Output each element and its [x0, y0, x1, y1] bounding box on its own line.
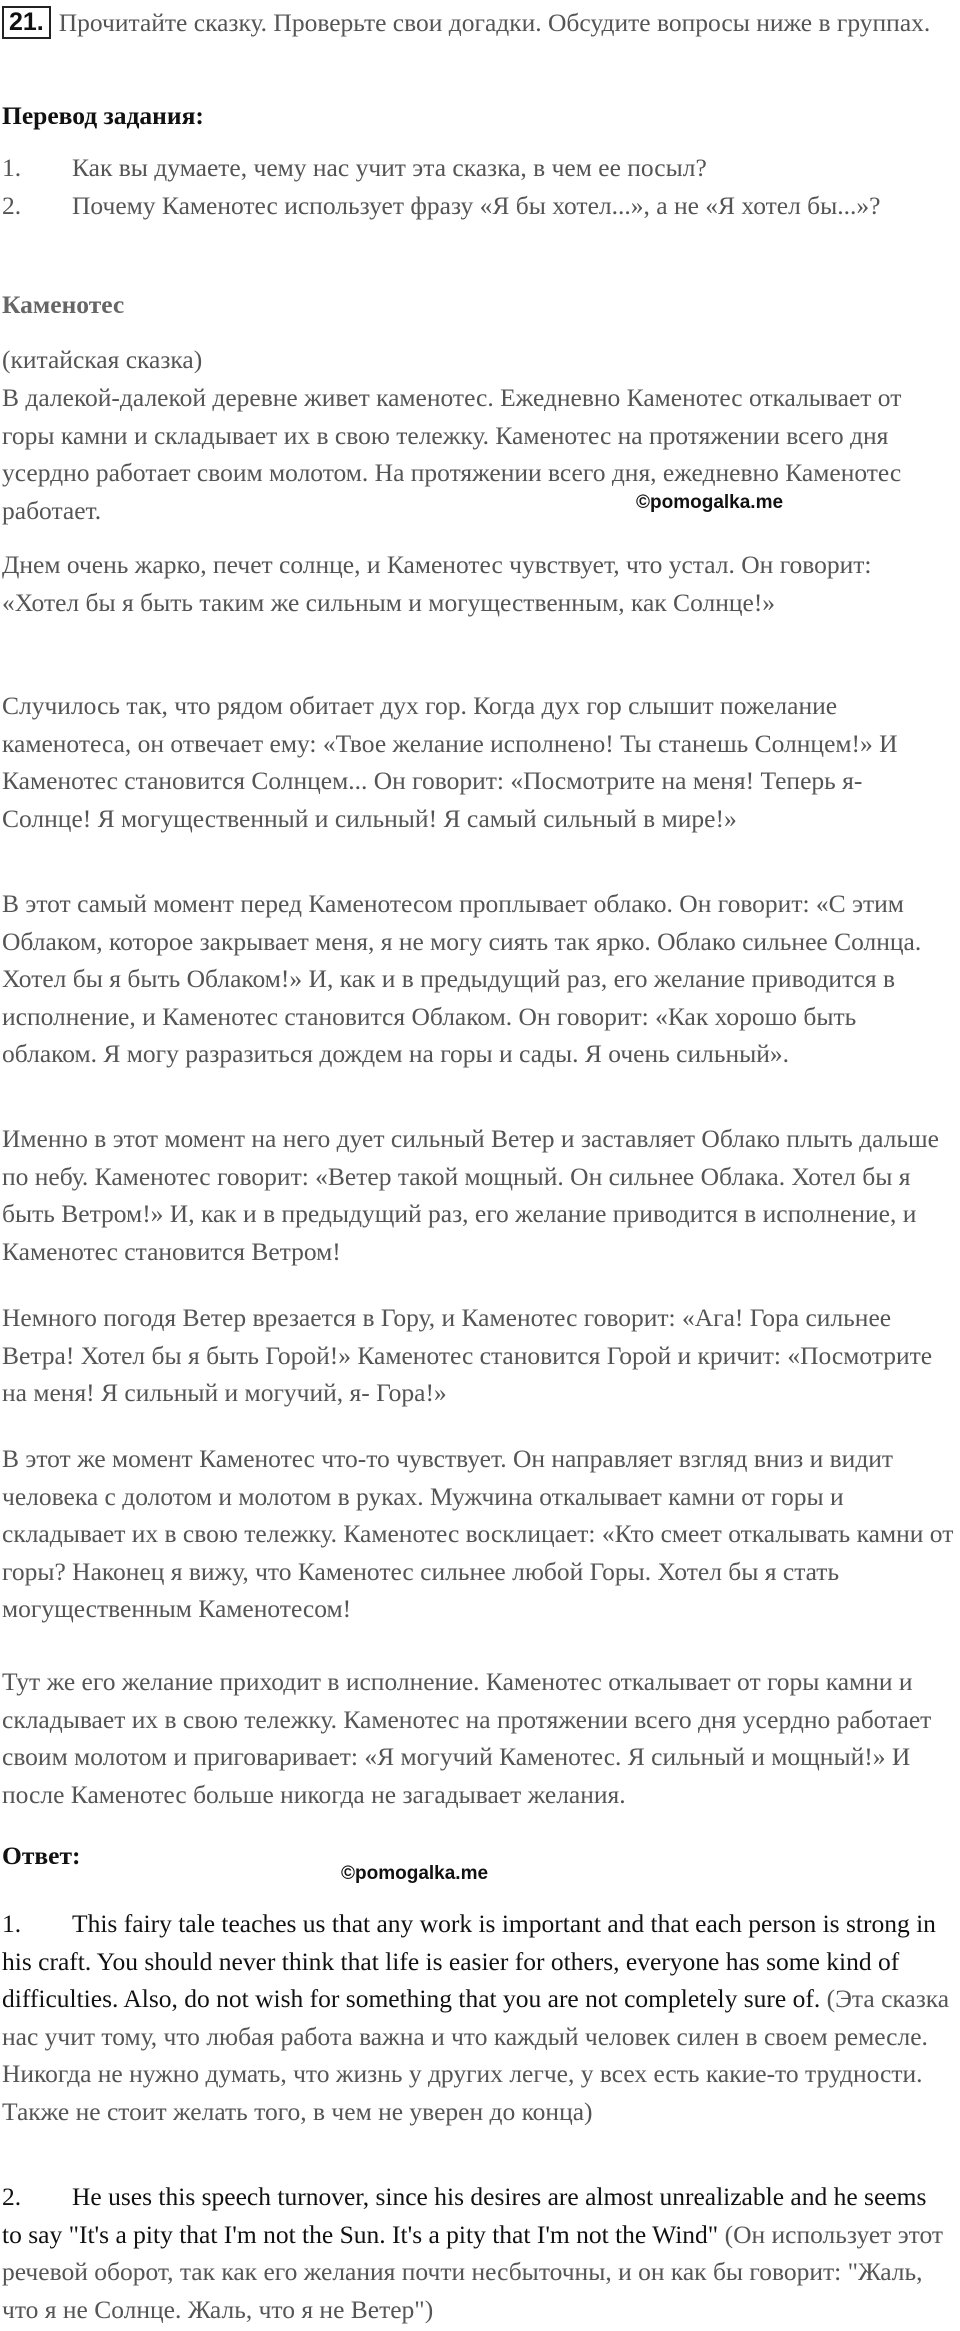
answer-russian-text: (Эта сказка нас учит тому, что любая работа важна и что каждый человек силен в своем ремесле. Никогда не нужно думать, что жизнь у других легче, у всех есть какие-то трудности. Также не стоит желать того, в чем не уверен до конца) [2, 1984, 950, 2126]
story-paragraph-5: Именно в этот момент на него дует сильный Ветер и заставляет Облако плыть дальше по небу. Каменотес говорит: «Ветер такой мощный. Он сильнее Облака. Хотел бы я быть Ветром!» И, как и в предыдущий раз, его желание приводится в исполнение, и Каменотес становится Ветром! [2, 1124, 939, 1266]
watermark: ©pomogalka.me [341, 1863, 489, 1884]
translation-item-text: Как вы думаете, чему нас учит эта сказка, в чем ее посыл? [72, 153, 707, 182]
story-paragraph-4: В этот самый момент перед Каменотесом проплывает облако. Он говорит: «С этим Облаком, которое закрывает меня, я не могу сиять так ярко. Облако сильнее Солнца. Хотел бы я быть Облаком!» И, как и в предыдущий раз, его желание приводится в исполнение, и Каменотес становится Облаком. Он говорит: «Как хорошо быть облаком. Я могу разразиться дождем на горы и сады. Я очень сильный». [2, 889, 922, 1068]
translation-item-text: Почему Каменотес использует фразу «Я бы хотел...», а не «Я хотел бы...»? [72, 191, 881, 220]
answer-heading: Ответ: [2, 1841, 81, 1870]
answer-item-2 [2, 2178, 952, 2328]
answer-item-number: 2. [2, 2182, 22, 2211]
story-paragraph-3: Случилось так, что рядом обитает дух гор. Когда дух гор слышит пожелание каменотеса, он отвечает ему: «Твое желание исполнено! Ты станешь Солнцем!» И Каменотес становится Солнцем... Он говорит: «Посмотрите на меня! Теперь я- Солнце! Я могущественный и сильный! Я самый сильный в мире!» [2, 691, 898, 833]
translation-heading: Перевод задания: [2, 101, 204, 130]
story-paragraph-8: Тут же его желание приходит в исполнение. Каменотес откалывает от горы камни и складывает их в свою тележку. Каменотес на протяжении всего дня усердно работает своим молотом и приговаривает: «Я могучий Каменотес. Я сильный и мощный!» И после Каменотес больше никогда не загадывает желания. [2, 1667, 932, 1809]
story-paragraph-2: Днем очень жарко, печет солнце, и Каменотес чувствует, что устал. Он говорит: «Хотел бы я быть таким же сильным и могущественным, как Солнце!» [2, 550, 872, 617]
translation-item-2 [2, 187, 952, 225]
answer-english-text: He uses this speech turnover, since his desires are almost unrealizable and he seems to say "It's a pity that I'm not the Sun. It's a pity that I'm not the Wind" [2, 2182, 927, 2249]
answer-russian-text: (Он использует этот речевой оборот, так как его желания почти несбыточны, и он как бы говорит: "Жаль, что я не Солнце. Жаль, что я не Ветер") [2, 2219, 943, 2324]
answer-item-1 [2, 1905, 952, 2130]
story-paragraph-6: Немного погодя Ветер врезается в Гору, и Каменотес говорит: «Ага! Гора сильнее Ветра! Хотел бы я быть Горой!» Каменотес становится Горой и кричит: «Посмотрите на меня! Я сильный и могучий, я- Гора!» [2, 1303, 933, 1407]
task-header [2, 4, 952, 42]
story-title: Каменотес [2, 290, 125, 319]
translation-item-number: 1. [2, 153, 22, 182]
answer-english-text: This fairy tale teaches us that any work is important and that each person is strong in his craft. You should never think that life is easier for others, everyone has some kind of difficulties. Also, do not wish for something that you are not completely sure of. [2, 1909, 936, 2013]
translation-item-1 [2, 149, 952, 187]
story-paragraph-7: В этот же момент Каменотес что-то чувствует. Он направляет взгляд вниз и видит человека с долотом и молотом в руках. Мужчина откалывает камни от горы и складывает их в свою тележку. Каменотес восклицает: «Кто смеет откалывать камни от горы? Наконец я вижу, что Каменотес сильнее любой Горы. Хотел бы я стать могущественным Каменотесом! [2, 1444, 954, 1623]
task-instruction: Прочитайте сказку. Проверьте свои догадки. Обсудите вопросы ниже в группах. [58, 8, 931, 37]
translation-item-number: 2. [2, 191, 22, 220]
task-number: 21. [2, 6, 51, 39]
answer-item-number: 1. [2, 1909, 22, 1938]
watermark: ©pomogalka.me [636, 492, 784, 513]
story-subtitle: (китайская сказка) [2, 345, 203, 374]
story-paragraph-1: В далекой-далекой деревне живет каменотес. Ежедневно Каменотес откалывает от горы камни и складывает их в свою тележку. Каменотес на протяжении всего дня усердно работает своим молотом. На протяжении всего дня, ежедневно Каменотес работает. [2, 383, 902, 525]
